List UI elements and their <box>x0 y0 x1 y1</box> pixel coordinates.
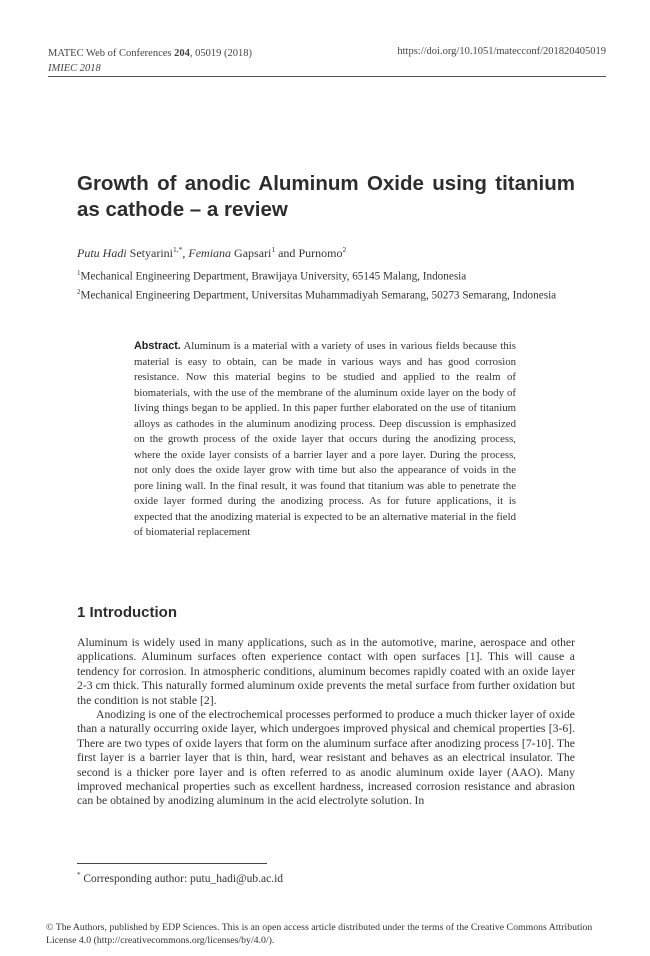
conference-name: IMIEC 2018 <box>48 63 101 74</box>
paper-title: Growth of anodic Aluminum Oxide using titanium as cathode – a review <box>77 172 575 221</box>
running-header-left <box>48 46 252 76</box>
affiliation-item <box>77 285 577 304</box>
footnote-text: Corresponding author: putu_hadi@ub.ac.id <box>80 872 284 885</box>
author-list <box>77 245 346 261</box>
author-separator: , <box>182 246 189 260</box>
author-affiliation-marker: 1,* <box>173 245 183 254</box>
author-given-name: Femiana <box>188 246 232 260</box>
affiliation-item <box>77 266 577 285</box>
affiliation-marker: 2 <box>77 287 81 296</box>
section-body <box>77 636 575 809</box>
affiliation-text: Mechanical Engineering Department, Universitas Muhammadiyah Semarang, 50273 Semarang, Indonesia <box>80 289 557 302</box>
header-divider <box>48 76 606 77</box>
affiliation-text: Mechanical Engineering Department, Brawijaya University, 65145 Malang, Indonesia <box>80 270 467 283</box>
footnote-divider <box>77 863 267 864</box>
author-family-name: Gapsari <box>231 246 272 260</box>
body-paragraph: Aluminum is widely used in many applications, such as in the automotive, marine, aerospace and other applications. Aluminum surfaces often experience contact with open surfaces [1]. This will cause a tendency for corrosion. In atmospheric conditions, aluminum becomes rapidly coated with an oxide layer 2-3 cm thick. This naturally formed aluminum oxide prevents the metal surface from further oxidation but the condition is not stable [2]. <box>77 636 575 707</box>
journal-citation <box>48 46 252 61</box>
body-paragraph: Anodizing is one of the electrochemical processes performed to produce a much thicker layer of oxide than a naturally occurring oxide layer, which undergoes improved physical and chemical properties [3-6]. There are two types of oxide layers that form on the aluminum surface after anodizing process [7-10]. The first layer is a barrier layer that is thin, hard, wear resistant and behaves as an electrical insulator. The second is a thicker pore layer and is often referred to as anodic aluminum oxide layer (AAO). Many improved mechanical properties such as excellent hardness, increased corrosion resistance and abrasion can be obtained by anodizing aluminum in the acid electrolyte solution. In <box>77 708 575 808</box>
journal-volume: 204 <box>174 48 190 59</box>
journal-article-number: , 05019 (2018) <box>189 48 252 59</box>
affiliation-list <box>77 266 577 303</box>
journal-name: MATEC Web of Conferences <box>48 48 175 59</box>
corresponding-author-footnote <box>77 871 283 885</box>
section-heading: 1 Introduction <box>77 604 177 621</box>
affiliation-marker: 1 <box>77 269 81 277</box>
abstract <box>134 339 516 541</box>
author-affiliation-marker: 1 <box>271 245 276 254</box>
abstract-label: Abstract. <box>134 340 181 352</box>
author-affiliation-marker: 2 <box>342 245 347 254</box>
author-family-name: Purnomo <box>298 246 343 260</box>
license-notice: © The Authors, published by EDP Sciences. This is an open access article distributed under the terms of the Creative Commons Attribution License 4.0 (http://creativecommons.org/licenses/by/4.0/). <box>46 922 593 946</box>
abstract-text: Aluminum is a material with a variety of uses in various fields because this material is easy to obtain, can be made in various ways and has good corrosion resistance. Now this material begins to be studied and applied to the realm of biomaterials, with the use of the membrane of the aluminum oxide layer on the body of living things began to be applied. In this paper further elaborated on the use of titanium alloys as cathodes in the aluminum anodizing process. Deep discussion is emphasized on the growth process of the oxide layer that occurs during the anodizing process, where the oxide layer consists of a barrier layer and a pore layer. During the process, not only does the oxide layer grow with time but also the appearance of voids in the pore lining wall. In the final result, it was found that titanium was able to penetrate the oxide layer formed during the anodizing process. As for future applications, it is expected that the anodizing material is expected to be an alternative material in the field of biomaterial replacement <box>134 340 516 538</box>
doi-link[interactable]: https://doi.org/10.1051/matecconf/201820405019 <box>397 46 606 57</box>
author-given-name: Putu Hadi <box>77 246 127 260</box>
footnote-marker: * <box>77 871 81 879</box>
author-separator: and <box>275 246 299 260</box>
author-family-name: Setyarini <box>126 246 173 260</box>
